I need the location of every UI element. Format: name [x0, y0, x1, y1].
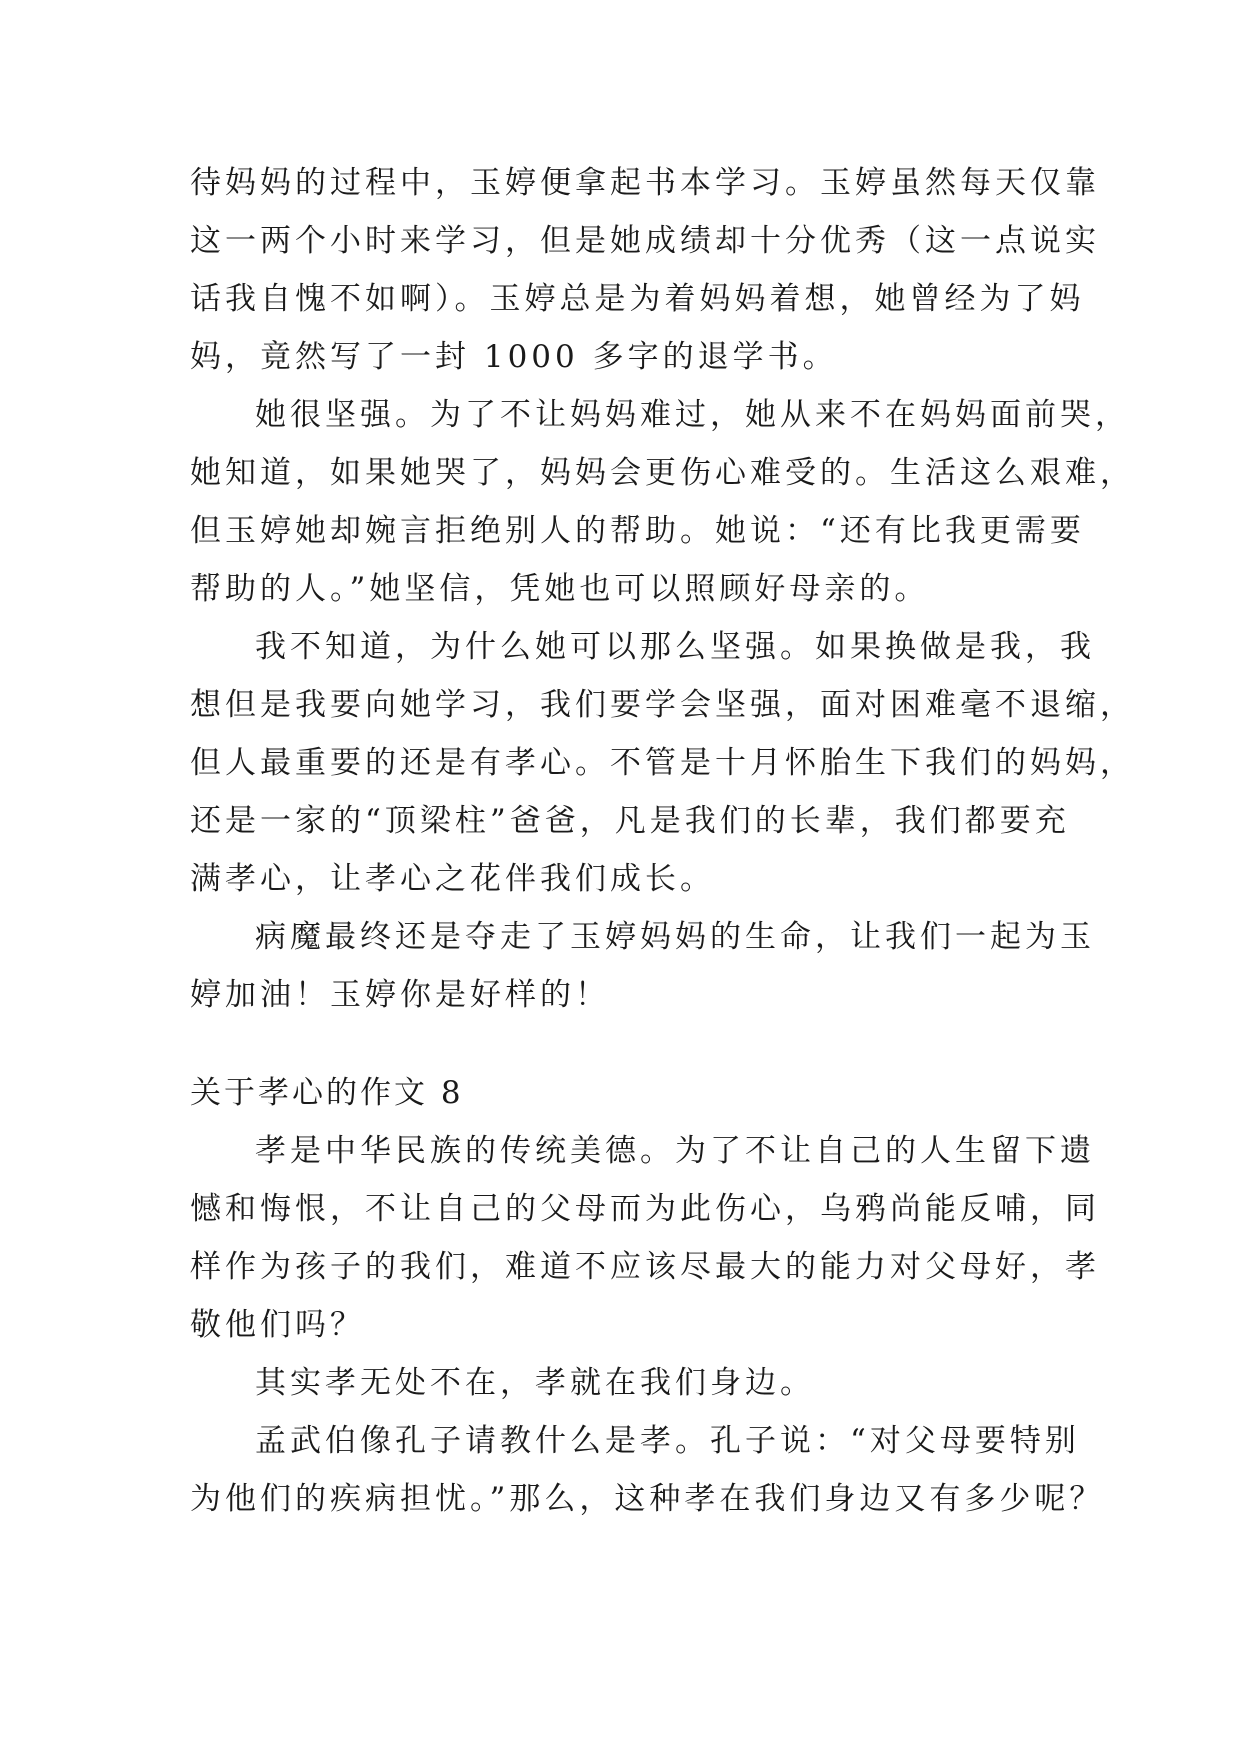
- text-line: 话我自愧不如啊）。玉婷总是为着妈妈着想，她曾经为了妈: [190, 281, 1085, 317]
- text-line: 憾和悔恨，不让自己的父母而为此伤心，乌鸦尚能反哺，同: [190, 1191, 1100, 1227]
- text-line: 但玉婷她却婉言拒绝别人的帮助。她说：“还有比我更需要: [190, 513, 1085, 549]
- text-line: 想但是我要向她学习，我们要学会坚强，面对困难毫不退缩，: [190, 687, 1135, 723]
- text-line: 帮助的人。”她坚信，凭她也可以照顾好母亲的。: [190, 571, 930, 607]
- text-line: 其实孝无处不在，孝就在我们身边。: [255, 1365, 815, 1401]
- text-line: 病魔最终还是夺走了玉婷妈妈的生命，让我们一起为玉: [255, 919, 1095, 955]
- text-line: 敬他们吗？: [190, 1307, 365, 1343]
- text-line: 但人最重要的还是有孝心。不管是十月怀胎生下我们的妈妈，: [190, 745, 1135, 781]
- text-line: 满孝心，让孝心之花伴我们成长。: [190, 861, 715, 897]
- text-line: 妈，竟然写了一封 1000 多字的退学书。: [190, 339, 838, 375]
- text-line: 她知道，如果她哭了，妈妈会更伤心难受的。生活这么艰难，: [190, 455, 1135, 491]
- text-line: 她很坚强。为了不让妈妈难过，她从来不在妈妈面前哭，: [255, 397, 1130, 433]
- text-line: 孟武伯像孔子请教什么是孝。孔子说：“对父母要特别: [255, 1423, 1080, 1459]
- text-line: 我不知道，为什么她可以那么坚强。如果换做是我，我: [255, 629, 1095, 665]
- text-line: 婷加油！玉婷你是好样的！: [190, 977, 610, 1013]
- text-line: 为他们的疾病担忧。”那么，这种孝在我们身边又有多少呢？: [190, 1481, 1105, 1517]
- text-line: 样作为孩子的我们，难道不应该尽最大的能力对父母好，孝: [190, 1249, 1100, 1285]
- text-line: 待妈妈的过程中，玉婷便拿起书本学习。玉婷虽然每天仅靠: [190, 165, 1100, 201]
- text-line: 孝是中华民族的传统美德。为了不让自己的人生留下遗: [255, 1133, 1095, 1169]
- section-title: 关于孝心的作文 8: [190, 1075, 464, 1111]
- text-line: 还是一家的“顶梁柱”爸爸，凡是我们的长辈，我们都要充: [190, 803, 1070, 839]
- text-line: 这一两个小时来学习，但是她成绩却十分优秀（这一点说实: [190, 223, 1100, 259]
